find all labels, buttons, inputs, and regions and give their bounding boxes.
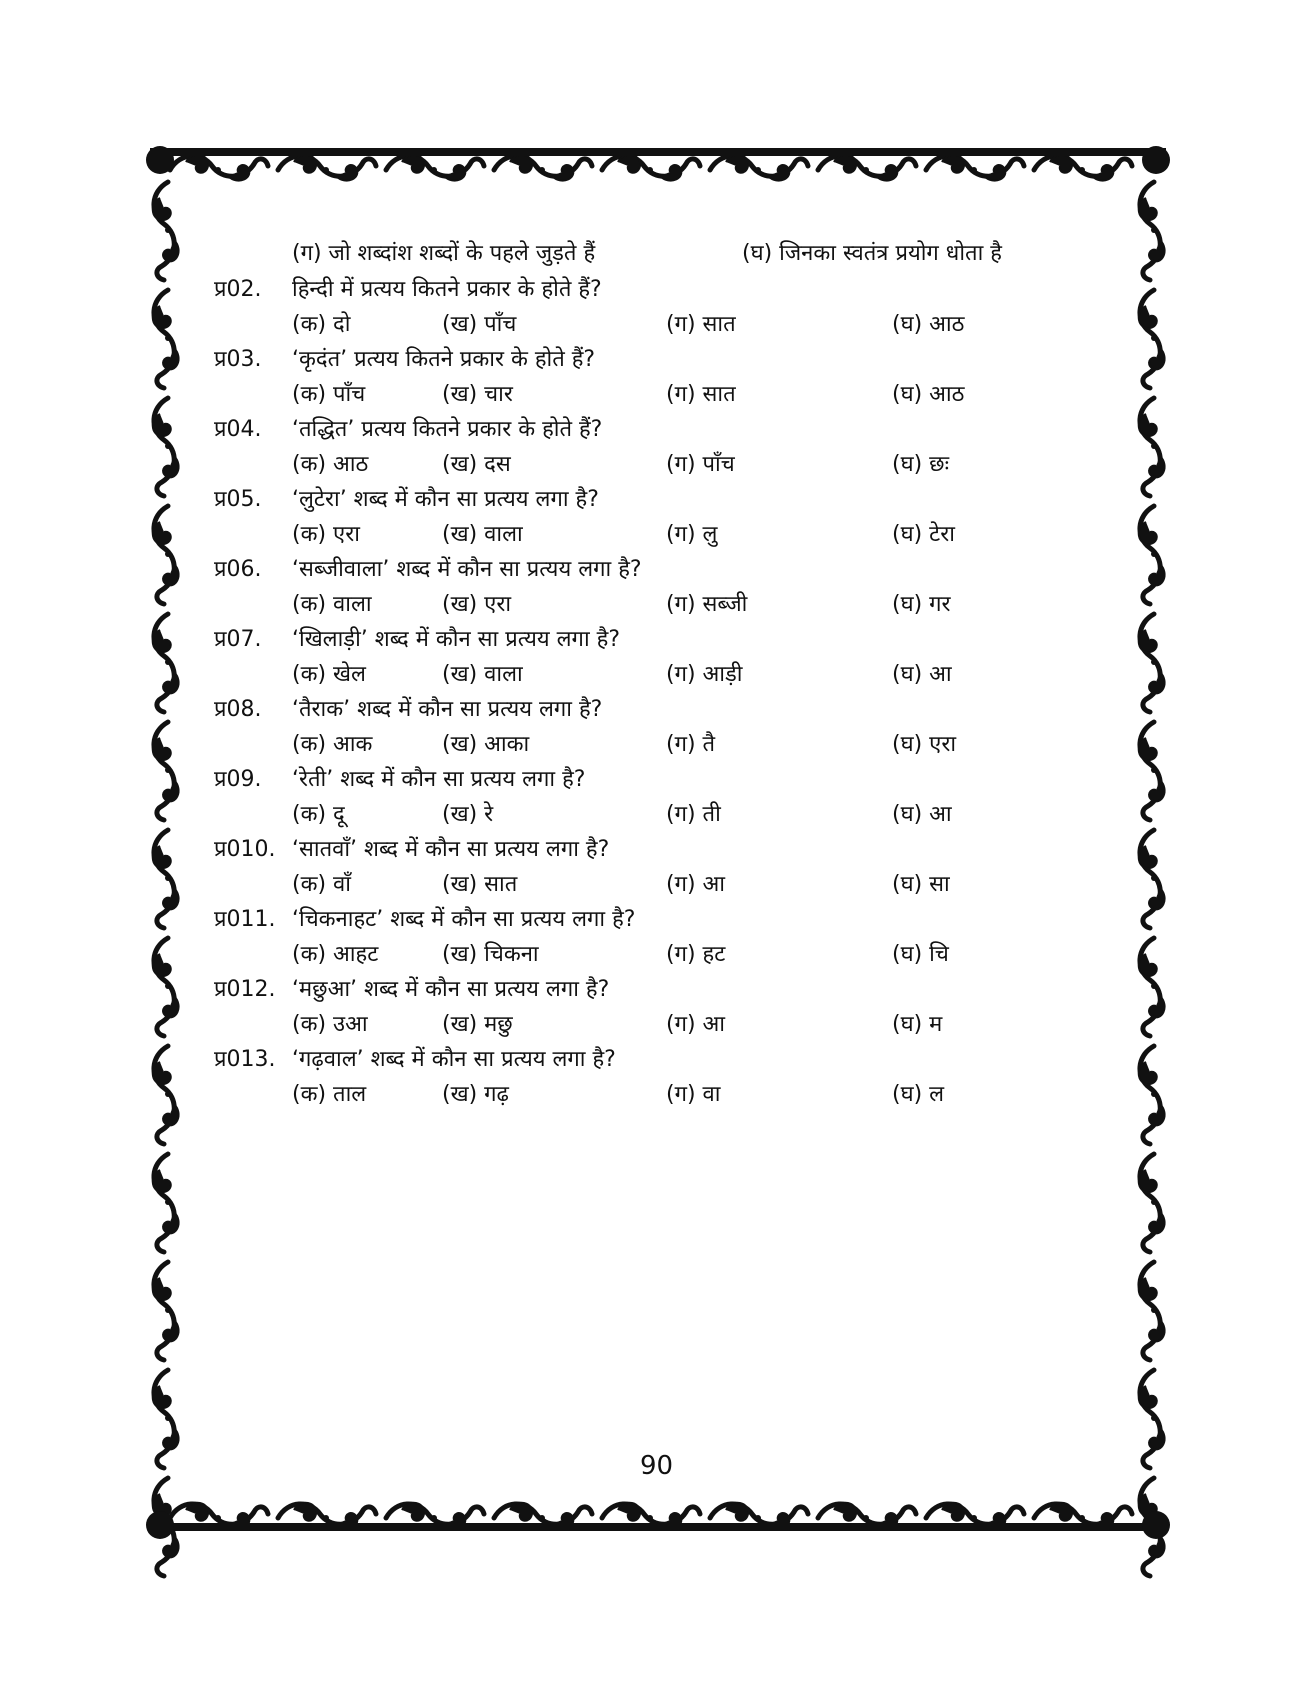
answer-option: (क) दो (292, 312, 351, 337)
answer-option: (ख) पाँच (442, 312, 517, 337)
question-number: प्र06. (214, 557, 262, 582)
question-text: हिन्दी में प्रत्यय कितने प्रकार के होते हैं? (292, 277, 602, 302)
border-swirl (1139, 1154, 1165, 1252)
answer-option: (ग) तै (666, 732, 716, 757)
answer-option: (घ) आ (892, 802, 952, 827)
answer-option: (ग) आ (666, 1012, 726, 1037)
answer-option: (ग) आ (666, 872, 726, 897)
answer-option: (ख) एरा (442, 592, 512, 617)
answer-option: (ख) आका (442, 732, 530, 757)
border-swirl (153, 1262, 179, 1360)
answer-option: (ग) हट (666, 942, 726, 967)
question-number: प्र02. (214, 277, 262, 302)
answer-option: (घ) आठ (892, 382, 965, 407)
answer-option: (घ) सा (892, 872, 950, 897)
border-swirl (153, 290, 179, 388)
answer-option: (क) दू (292, 802, 345, 827)
question-text: ‘लुटेरा’ शब्द में कौन सा प्रत्यय लगा है? (292, 487, 599, 512)
question-text: ‘खिलाड़ी’ शब्द में कौन सा प्रत्यय लगा है? (292, 627, 620, 652)
question-text: ‘तद्धित’ प्रत्यय कितने प्रकार के होते हैं? (292, 417, 603, 442)
question-number: प्र07. (214, 627, 262, 652)
question-number: प्र010. (214, 837, 276, 862)
answer-option: (घ) आ (892, 662, 952, 687)
answer-option: (घ) छः (892, 452, 950, 477)
answer-option: (क) वाँ (292, 872, 351, 897)
question-number: प्र04. (214, 417, 262, 442)
answer-option: (ख) चार (442, 382, 513, 407)
answer-option: (ख) वाला (442, 662, 523, 687)
question-number: प्र011. (214, 907, 276, 932)
border-swirl (153, 182, 179, 280)
answer-option: (क) उआ (292, 1012, 368, 1037)
question-number: प्र05. (214, 487, 262, 512)
answer-option: (घ) म (892, 1012, 943, 1037)
border-swirl (170, 155, 268, 181)
continued-option-d: (घ) जिनका स्वतंत्र प्रयोग धोता है (742, 241, 1002, 266)
border-swirl (153, 1046, 179, 1144)
border-swirl (710, 155, 808, 181)
answer-option: (ग) लु (666, 522, 718, 547)
border-swirl (153, 938, 179, 1036)
border-swirl (1139, 1046, 1165, 1144)
question-text: ‘मछुआ’ शब्द में कौन सा प्रत्यय लगा है? (292, 977, 610, 1002)
question-text: ‘गढ़वाल’ शब्द में कौन सा प्रत्यय लगा है? (292, 1047, 616, 1072)
page-number: 90 (639, 1451, 674, 1481)
answer-option: (ख) मछु (442, 1012, 513, 1037)
answer-option: (क) आक (292, 732, 373, 757)
answer-option: (ख) दस (442, 452, 511, 477)
border-swirl (1139, 182, 1165, 280)
question-text: ‘चिकनाहट’ शब्द में कौन सा प्रत्यय लगा है? (292, 907, 636, 932)
border-swirl (1139, 290, 1165, 388)
answer-option: (घ) चि (892, 942, 949, 967)
answer-option: (घ) ल (892, 1082, 945, 1107)
question-number: प्र08. (214, 697, 262, 722)
border-swirl (1139, 398, 1165, 496)
border-swirl (153, 1154, 179, 1252)
border-swirl (1139, 506, 1165, 604)
question-text: ‘तैराक’ शब्द में कौन सा प्रत्यय लगा है? (292, 697, 603, 722)
answer-option: (ग) ती (666, 802, 721, 827)
border-swirl (1139, 1262, 1165, 1360)
question-text: ‘कृदंत’ प्रत्यय कितने प्रकार के होते हैं? (292, 347, 596, 372)
border-swirl (602, 155, 700, 181)
answer-option: (ख) वाला (442, 522, 523, 547)
answer-option: (ग) पाँच (666, 452, 735, 477)
answer-option: (ख) रे (442, 802, 494, 827)
answer-option: (घ) आठ (892, 312, 965, 337)
border-swirl (1139, 614, 1165, 712)
answer-option: (ग) सात (666, 312, 736, 337)
answer-option: (ख) सात (442, 872, 518, 897)
answer-option: (क) पाँच (292, 382, 366, 407)
answer-option: (ग) वा (666, 1082, 721, 1107)
border-swirl (153, 722, 179, 820)
answer-option: (घ) गर (892, 592, 951, 617)
question-number: प्र013. (214, 1047, 276, 1072)
answer-option: (क) खेल (292, 662, 366, 687)
answer-option: (घ) टेरा (892, 522, 955, 547)
question-text: ‘सातवाँ’ शब्द में कौन सा प्रत्यय लगा है? (292, 837, 610, 862)
border-swirl (818, 155, 916, 181)
border-swirl (153, 398, 179, 496)
continued-option-c: (ग) जो शब्दांश शब्दों के पहले जुड़ते हैं (292, 241, 596, 266)
answer-option: (क) आहट (292, 942, 379, 967)
question-text: ‘रेती’ शब्द में कौन सा प्रत्यय लगा है? (292, 767, 586, 792)
question-text: ‘सब्जीवाला’ शब्द में कौन सा प्रत्यय लगा है? (292, 557, 642, 582)
border-swirl (926, 155, 1024, 181)
border-swirl (1034, 155, 1132, 181)
border-swirl (1139, 938, 1165, 1036)
border-swirl (1139, 722, 1165, 820)
border-swirl (153, 830, 179, 928)
answer-option: (क) आठ (292, 452, 369, 477)
border-swirl (386, 155, 484, 181)
border-swirl (278, 155, 376, 181)
border-swirl (153, 506, 179, 604)
answer-option: (क) ताल (292, 1082, 367, 1107)
question-number: प्र012. (214, 977, 276, 1002)
question-number: प्र03. (214, 347, 262, 372)
border-swirl (153, 614, 179, 712)
question-number: प्र09. (214, 767, 262, 792)
answer-option: (ग) सात (666, 382, 736, 407)
answer-option: (ग) सब्जी (666, 592, 748, 617)
border-swirl (1139, 830, 1165, 928)
answer-option: (क) वाला (292, 592, 372, 617)
answer-option: (ग) आड़ी (666, 662, 743, 687)
answer-option: (क) एरा (292, 522, 360, 547)
border-swirl (494, 155, 592, 181)
answer-option: (ख) चिकना (442, 942, 539, 967)
answer-option: (घ) एरा (892, 732, 957, 757)
answer-option: (ख) गढ़ (442, 1082, 509, 1107)
